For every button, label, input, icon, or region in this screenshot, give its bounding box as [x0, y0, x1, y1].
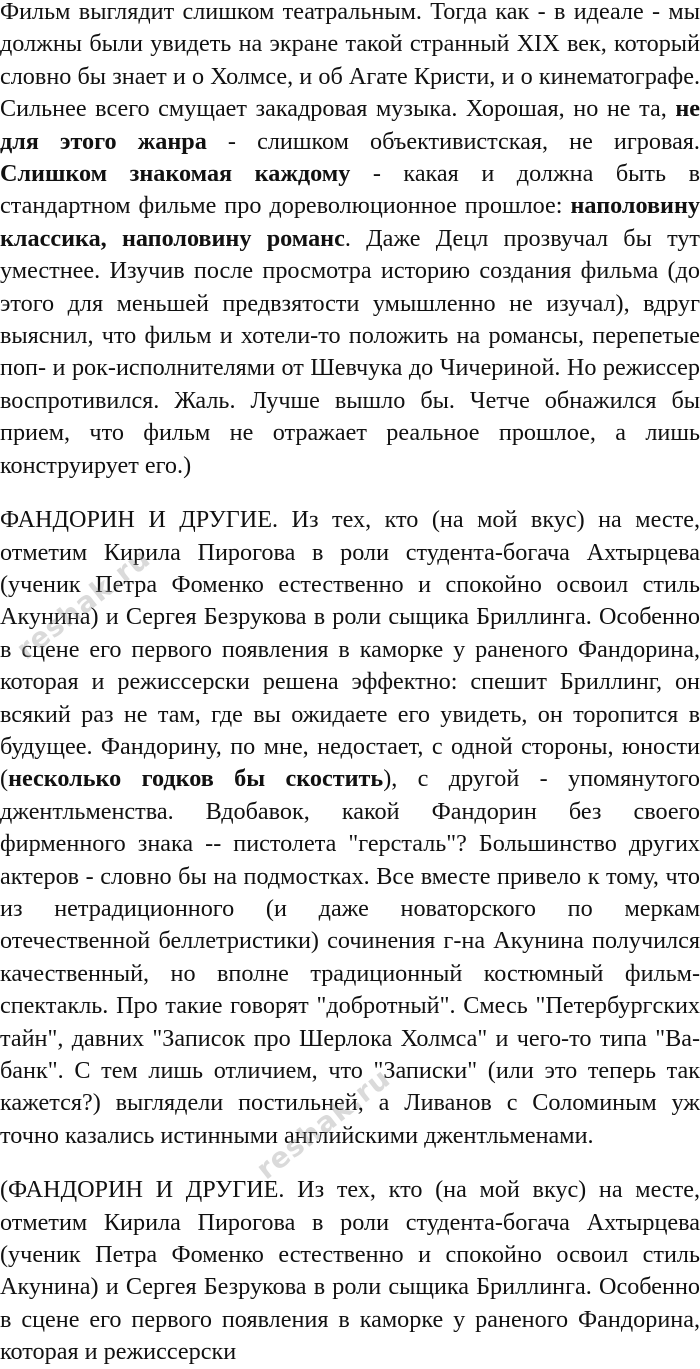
watermark-logo: reshak.ru [250, 1061, 397, 1187]
body-text: ФАНДОРИН И ДРУГИЕ. Из тех, кто (на мой вкус) на месте, отметим Кирила Пирогова в роли студента-богача Ахтырцева (ученик Петра Фоменко естественно и спокойно освоил стиль Акунина) и Сергея Безрукова в роли сыщика Бриллинга. Особенно в сцене его первого появления в каморке у раненого Фандорина, которая и режиссерски решена эффектно: спешит Бриллинг, он всякий раз не там, где вы ожидаете его увидеть, он торопится в будущее. Фандорину, по мне, недостает, с одной стороны, юности ( [0, 506, 700, 793]
body-text: - слишком объективистская, не игровая. [206, 127, 700, 155]
emphasized-text: не для этого жанра [0, 95, 700, 155]
paragraph-fandorin-and-others [0, 504, 700, 1152]
body-text: ), с другой - упомянутого джентльменства. Вдобавок, какой Фандорин без своего фирменного знака -- пистолета "герсталь"? Большинство других актеров - словно бы на подмостках. Все вместе привело к тому, что из нетрадиционного (и даже новаторского по меркам отечественной беллетристики) сочинения г-на Акунина получился качественный, но вполне традиционный костюмный фильм-спектакль. Про такие говорят "добротный". Смесь "Петербургских тайн", давних "Записок про Шерлока Холмса" и чего-то типа "Ва-банк". С тем лишь отличием, что "Записки" (или это теперь так кажется?) выглядели постильней, а Ливанов с Соломиным уж точно казались истинными английскими джентльменами. [0, 765, 700, 1149]
watermark-logo: reshak.ru [10, 541, 157, 667]
body-text: (ФАНДОРИН И ДРУГИЕ. Из тех, кто (на мой вкус) на месте, отметим Кирила Пирогова в роли студента-богача Ахтырцева (ученик Петра Фоменко естественно и спокойно освоил стиль Акунина) и Сергея Безрукова в роли сыщика Бриллинга. Особенно в сцене его первого появления в каморке у раненого Фандорина, которая и режиссерски [0, 1176, 700, 1366]
paragraph-fandorin-repeat [0, 1174, 700, 1368]
body-text: Фильм выглядит слишком театральным. Тогда как - в идеале - мы должны были увидеть на экране такой странный XIX век, который словно бы знает и о Холмсе, и об Агате Кристи, и о кинематографе. Сильнее всего смущает закадровая музыка. Хорошая, но не та, [0, 0, 700, 123]
emphasized-text: наполовину классика, наполовину романс [0, 192, 700, 252]
body-text: . Даже Децл прозвучал бы тут уместнее. Изучив после просмотра историю создания фильма (до этого для меньшей предвзятости умышленно не изучал), вдруг выяснил, что фильм и хотели-то положить на романсы, перепетые поп- и рок-исполнителями от Шевчука до Чичериной. Но режиссер воспротивился. Жаль. Лучше вышло бы. Четче обнажился бы прием, что фильм не отражает реальное прошлое, а лишь конструирует его.) [0, 224, 700, 479]
emphasized-text: Слишком знакомая каждому [0, 160, 351, 188]
emphasized-text: несколько годков бы скостить [8, 765, 384, 793]
body-text: - какая и должна быть в стандартном фильме про дореволюционное прошлое: [0, 160, 700, 220]
paragraph-film-critique [0, 0, 700, 482]
